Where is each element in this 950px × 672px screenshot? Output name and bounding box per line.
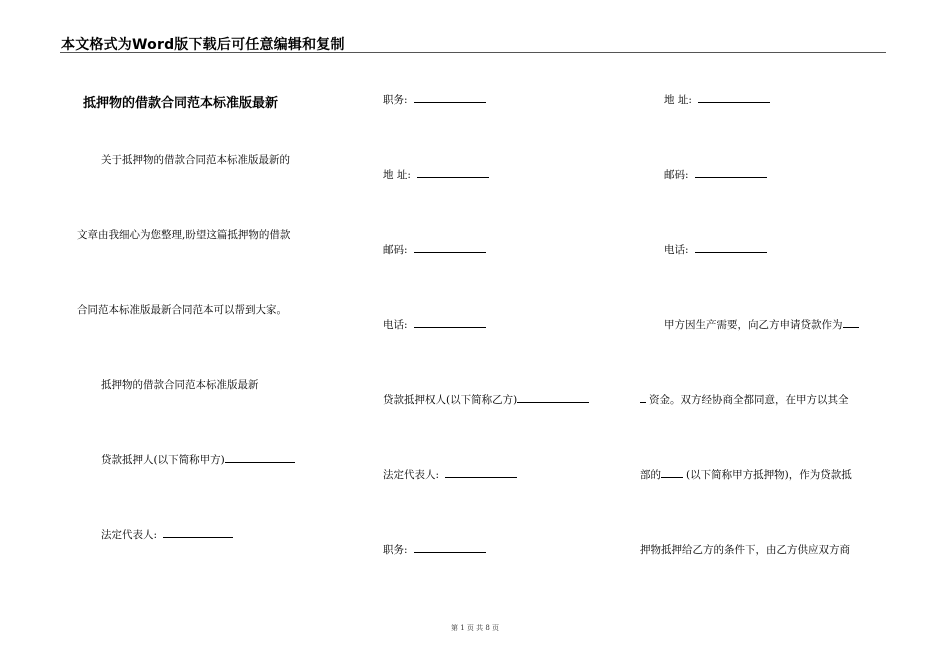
col2-line-7 (383, 543, 486, 557)
col2-line-2 (383, 168, 489, 182)
col3-line-1-text: 地 址: (664, 94, 692, 106)
fill-blank (640, 393, 646, 403)
col3-line-3-text: 电话: (664, 244, 689, 256)
col2-line-5 (383, 393, 589, 407)
col1-line-6-text: 法定代表人: (101, 529, 158, 541)
col1-line-6 (101, 528, 233, 542)
fill-blank (414, 318, 486, 328)
col3-line-3 (664, 243, 767, 257)
col3-line-2-text: 邮码: (664, 169, 689, 181)
fill-blank (695, 168, 767, 178)
fill-blank (698, 93, 770, 103)
document-title: 抵押物的借款合同范本标准版最新 (83, 96, 279, 111)
col1-line-2: 文章由我细心为您整理,盼望这篇抵押物的借款 (77, 229, 291, 241)
col2-line-4-text: 电话: (383, 319, 408, 331)
document-banner: 本文格式为Word版下载后可任意编辑和复制 (61, 37, 345, 53)
page-number: 第 1 页 共 8 页 (450, 624, 500, 632)
fill-blank (661, 468, 683, 478)
fill-blank (445, 468, 517, 478)
col2-line-2-text: 地 址: (383, 169, 411, 181)
fill-blank (414, 543, 486, 553)
col1-line-5-text: 贷款抵押人(以下简称甲方) (101, 454, 225, 466)
col3-line-5 (640, 393, 849, 407)
col1-line-1: 关于抵押物的借款合同范本标准版最新的 (101, 154, 290, 166)
col2-line-1-text: 职务: (383, 94, 408, 106)
col3-line-5-text: 资金。双方经协商全都同意，在甲方以其全 (649, 394, 849, 406)
col2-line-6-text: 法定代表人: (383, 469, 440, 481)
col2-line-5-text: 贷款抵押权人(以下简称乙方) (383, 394, 518, 406)
col2-line-4 (383, 318, 486, 332)
fill-blank (695, 243, 767, 253)
col1-line-4: 抵押物的借款合同范本标准版最新 (101, 379, 259, 391)
col2-line-1 (383, 93, 486, 107)
col1-line-5 (101, 453, 295, 467)
col1-line-3: 合同范本标准版最新合同范本可以帮到大家。 (77, 304, 287, 316)
fill-blank (163, 528, 233, 538)
fill-blank (517, 393, 589, 403)
col2-line-6 (383, 468, 517, 482)
col2-line-7-text: 职务: (383, 544, 408, 556)
fill-blank (414, 243, 486, 253)
col3-line-2 (664, 168, 767, 182)
col3-line-6 (640, 468, 852, 482)
col2-line-3 (383, 243, 486, 257)
col2-line-3-text: 邮码: (383, 244, 408, 256)
banner-divider (60, 52, 886, 53)
fill-blank (843, 318, 859, 328)
col3-line-4 (664, 318, 859, 332)
col3-line-1 (664, 93, 770, 107)
col3-line-6b-text: (以下简称甲方抵押物)，作为贷款抵 (686, 469, 852, 481)
fill-blank (417, 168, 489, 178)
col3-line-4-text: 甲方因生产需要，向乙方申请贷款作为 (664, 319, 843, 331)
col3-line-6a-text: 部的 (640, 469, 661, 481)
fill-blank (225, 453, 295, 463)
col3-line-7: 押物抵押给乙方的条件下，由乙方供应双方商 (640, 544, 850, 556)
fill-blank (414, 93, 486, 103)
